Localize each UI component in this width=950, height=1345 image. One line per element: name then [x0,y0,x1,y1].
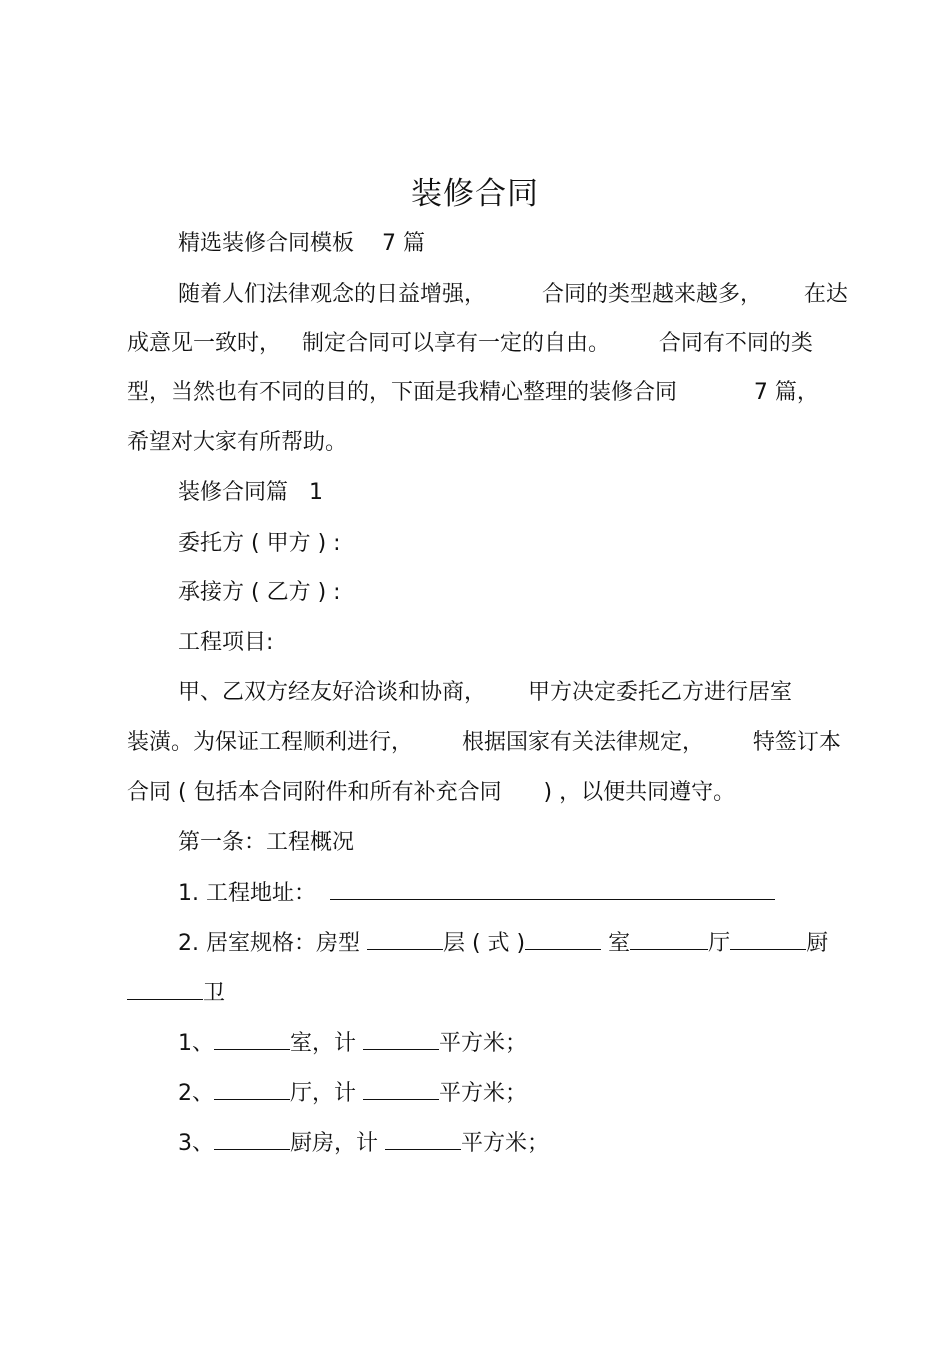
area-row-3 [178,1127,898,1159]
area-name-blank[interactable] [214,1027,290,1050]
area-value-blank[interactable] [385,1127,461,1150]
paragraph-line-2: 装潢。为保证工程顺利进行， 根据国家有关法律规定， 特签订本 [127,730,841,755]
bath-label: 卫 [203,981,226,1006]
area-row-num: 3、 [178,1131,214,1156]
area-value-blank[interactable] [363,1077,439,1100]
hall-count-blank[interactable] [630,927,708,950]
floor-blank[interactable] [367,927,443,950]
area-row-num: 2、 [178,1081,214,1106]
paragraph-line-1: 甲、乙双方经友好洽谈和协商， 甲方决定委托乙方进行居室 [178,680,792,705]
area-row-suffix: 平方米； [439,1031,528,1056]
floor-label: 层 ( 式 ) [442,931,526,956]
area-row-num: 1、 [178,1031,214,1056]
area-row-unit: 室，计 [290,1031,363,1056]
kitchen-count-blank[interactable] [730,927,806,950]
address-label: 1. 工程地址： [178,881,330,906]
party-b-label: 承接方 ( 乙方 ) : [178,580,341,605]
party-a-label: 委托方 ( 甲方 ) : [178,531,341,556]
area-name-blank[interactable] [214,1077,290,1100]
spec-row [178,927,898,959]
area-row-1 [178,1027,898,1059]
area-row-suffix: 平方米； [461,1131,550,1156]
area-value-blank[interactable] [363,1027,439,1050]
document-title: 装修合同 [411,176,539,212]
address-row [178,877,898,909]
address-blank[interactable] [330,877,775,900]
section-heading: 装修合同篇 1 [178,480,323,505]
bath-count-blank[interactable] [127,977,203,1000]
intro-line-1: 随着人们法律观念的日益增强， 合同的类型越来越多， 在达 [178,282,848,307]
area-row-suffix: 平方米； [439,1081,528,1106]
article-1-heading: 第一条：工程概况 [178,830,355,855]
area-row-unit: 厨房，计 [290,1131,385,1156]
intro-line-3: 型，当然也有不同的目的，下面是我精心整理的装修合同 7 篇， [127,380,819,405]
paragraph-line-3: 合同 ( 包括本合同附件和所有补充合同 ) ，以便共同遵守。 [127,780,736,805]
kitchen-label: 厨 [806,931,829,956]
hall-label: 厅 [708,931,731,956]
intro-line-2: 成意见一致时， 制定合同可以享有一定的自由。 合同有不同的类 [127,331,813,356]
project-label: 工程项目: [178,630,274,655]
spec-label: 2. 居室规格：房型 [178,931,367,956]
room-label: 室 [601,931,631,956]
area-row-unit: 厅，计 [290,1081,363,1106]
room-count-blank[interactable] [525,927,601,950]
area-name-blank[interactable] [214,1127,290,1150]
intro-line-4: 希望对大家有所帮助。 [127,430,348,455]
spec-row-cont [127,977,847,1009]
area-row-2 [178,1077,898,1109]
subtitle: 精选装修合同模板 7 篇 [178,231,425,256]
